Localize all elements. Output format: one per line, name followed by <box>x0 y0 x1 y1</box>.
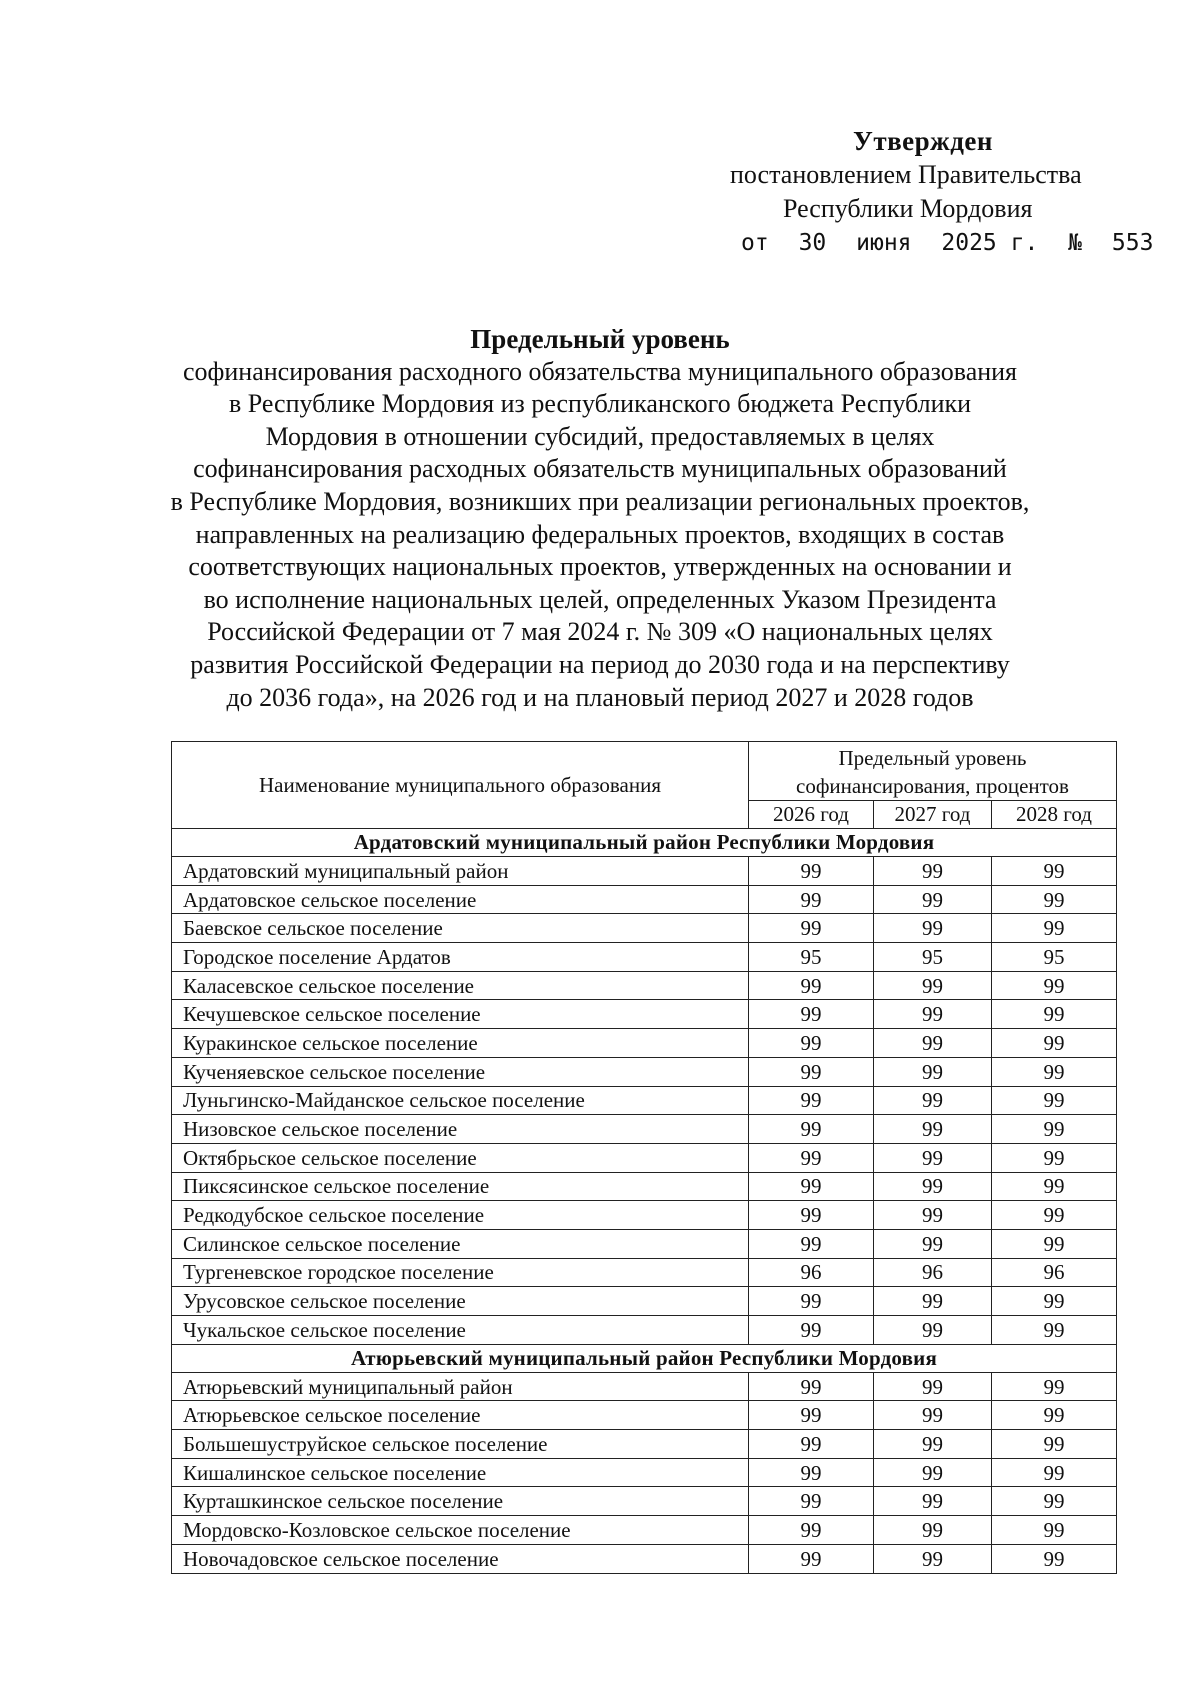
value-2028: 99 <box>992 1487 1117 1516</box>
header-municipality-name: Наименование муниципального образования <box>172 742 749 829</box>
value-2027: 99 <box>874 1458 992 1487</box>
value-2027: 99 <box>874 1086 992 1115</box>
value-2026: 99 <box>749 1316 874 1345</box>
value-2026: 99 <box>749 1057 874 1086</box>
value-2027: 95 <box>874 943 992 972</box>
value-2026: 95 <box>749 943 874 972</box>
header-level-line-2: софинансирования, процентов <box>796 774 1069 798</box>
value-2028: 96 <box>992 1258 1117 1287</box>
value-2027: 99 <box>874 885 992 914</box>
value-2028: 99 <box>992 1458 1117 1487</box>
value-2027: 99 <box>874 1143 992 1172</box>
title-line: соответствующих национальных проектов, утвержденных на основании и <box>188 552 1012 582</box>
municipality-name: Кученяевское сельское поселение <box>172 1057 749 1086</box>
table-row <box>172 1115 1117 1144</box>
municipality-name: Атюрьевский муниципальный район <box>172 1372 749 1401</box>
value-2027: 99 <box>874 1372 992 1401</box>
approval-title: Утвержден <box>853 126 993 156</box>
table-row <box>172 1229 1117 1258</box>
number-prefix: № <box>1068 230 1083 256</box>
value-2026: 99 <box>749 1115 874 1144</box>
title-line: Мордовия в отношении субсидий, предоставляемых в целях <box>265 421 935 451</box>
value-2028: 99 <box>992 857 1117 886</box>
value-2026: 99 <box>749 1029 874 1058</box>
municipality-name: Низовское сельское поселение <box>172 1115 749 1144</box>
table-row <box>172 971 1117 1000</box>
value-2027: 99 <box>874 1487 992 1516</box>
title-line: софинансирования расходного обязательства муниципального образования <box>182 356 1018 386</box>
header-cofinancing-level <box>749 742 1117 801</box>
approval-line-2: Республики Мордовия <box>783 194 1033 223</box>
title-line: в Республике Мордовия, возникших при реализации региональных проектов, <box>170 486 1030 516</box>
value-2026: 99 <box>749 1401 874 1430</box>
municipality-name: Мордовско-Козловское сельское поселение <box>172 1516 749 1545</box>
municipality-name: Баевское сельское поселение <box>172 914 749 943</box>
table-row <box>172 1458 1117 1487</box>
date-prefix: от <box>741 230 769 256</box>
value-2028: 99 <box>992 971 1117 1000</box>
municipality-name: Кечушевское сельское поселение <box>172 1000 749 1029</box>
municipality-name: Каласевское сельское поселение <box>172 971 749 1000</box>
date-day: 30 <box>798 230 827 256</box>
value-2026: 99 <box>749 914 874 943</box>
header-year-2027: 2027 год <box>874 801 992 829</box>
municipality-name: Кишалинское сельское поселение <box>172 1458 749 1487</box>
approval-date-number <box>741 226 1169 260</box>
table-row <box>172 1544 1117 1573</box>
table-row <box>172 1372 1117 1401</box>
value-2026: 99 <box>749 1458 874 1487</box>
value-2026: 99 <box>749 1086 874 1115</box>
table-row <box>172 1029 1117 1058</box>
header-level-line-1: Предельный уровень <box>838 746 1027 770</box>
table-row <box>172 1516 1117 1545</box>
municipality-name: Курташкинское сельское поселение <box>172 1487 749 1516</box>
value-2027: 99 <box>874 1516 992 1545</box>
value-2026: 99 <box>749 1172 874 1201</box>
municipality-name: Городское поселение Ардатов <box>172 943 749 972</box>
date-year: 2025 г. <box>941 230 1039 256</box>
value-2026: 99 <box>749 1516 874 1545</box>
table-row <box>172 1401 1117 1430</box>
value-2026: 99 <box>749 885 874 914</box>
municipality-name: Редкодубское сельское поселение <box>172 1201 749 1230</box>
value-2027: 99 <box>874 857 992 886</box>
document-title <box>150 323 1050 714</box>
value-2027: 99 <box>874 1115 992 1144</box>
value-2027: 99 <box>874 1172 992 1201</box>
table-row <box>172 1287 1117 1316</box>
value-2028: 99 <box>992 1316 1117 1345</box>
title-line: во исполнение национальных целей, определенных Указом Президента <box>203 584 997 614</box>
municipality-name: Октябрьское сельское поселение <box>172 1143 749 1172</box>
title-line: Российской Федерации от 7 мая 2024 г. № 309 «О национальных целях <box>207 617 993 647</box>
value-2028: 99 <box>992 1000 1117 1029</box>
municipality-name: Ардатовский муниципальный район <box>172 857 749 886</box>
table-row <box>172 1487 1117 1516</box>
municipality-name: Луньгинско-Майданское сельское поселение <box>172 1086 749 1115</box>
value-2026: 99 <box>749 971 874 1000</box>
date-month: июня <box>856 230 912 256</box>
value-2026: 96 <box>749 1258 874 1287</box>
value-2026: 99 <box>749 1000 874 1029</box>
value-2028: 99 <box>992 1372 1117 1401</box>
value-2028: 99 <box>992 1057 1117 1086</box>
value-2027: 99 <box>874 1000 992 1029</box>
value-2026: 99 <box>749 1287 874 1316</box>
value-2027: 99 <box>874 1287 992 1316</box>
value-2027: 99 <box>874 1201 992 1230</box>
document-heading: Предельный уровень <box>470 324 730 354</box>
value-2028: 99 <box>992 1115 1117 1144</box>
value-2026: 99 <box>749 1544 874 1573</box>
table-row <box>172 1201 1117 1230</box>
value-2026: 99 <box>749 1201 874 1230</box>
title-line: в Республике Мордовия из республиканского бюджета Республики <box>228 389 972 419</box>
value-2026: 99 <box>749 1487 874 1516</box>
table-row <box>172 1172 1117 1201</box>
municipality-name: Большешуструйское сельское поселение <box>172 1430 749 1459</box>
municipality-name: Куракинское сельское поселение <box>172 1029 749 1058</box>
value-2027: 99 <box>874 1229 992 1258</box>
value-2026: 99 <box>749 1430 874 1459</box>
value-2027: 96 <box>874 1258 992 1287</box>
value-2027: 99 <box>874 1401 992 1430</box>
table-row <box>172 1086 1117 1115</box>
group-title: Ардатовский муниципальный район Республики Мордовия <box>172 829 1117 857</box>
value-2028: 99 <box>992 1172 1117 1201</box>
header-year-2026: 2026 год <box>749 801 874 829</box>
municipality-name: Урусовское сельское поселение <box>172 1287 749 1316</box>
value-2027: 99 <box>874 1029 992 1058</box>
municipality-name: Тургеневское городское поселение <box>172 1258 749 1287</box>
value-2026: 99 <box>749 1143 874 1172</box>
value-2028: 99 <box>992 885 1117 914</box>
table-row <box>172 1316 1117 1345</box>
title-line: направленных на реализацию федеральных проектов, входящих в состав <box>195 519 1005 549</box>
municipality-name: Новочадовское сельское поселение <box>172 1544 749 1573</box>
title-line: до 2036 года», на 2026 год и на плановый период 2027 и 2028 годов <box>226 682 974 712</box>
title-line: софинансирования расходных обязательств муниципальных образований <box>193 454 1007 484</box>
table-row <box>172 914 1117 943</box>
value-2028: 99 <box>992 1143 1117 1172</box>
header-year-2028: 2028 год <box>992 801 1117 829</box>
value-2028: 99 <box>992 1287 1117 1316</box>
value-2028: 99 <box>992 914 1117 943</box>
value-2027: 99 <box>874 914 992 943</box>
value-2028: 99 <box>992 1201 1117 1230</box>
table-row <box>172 857 1117 886</box>
municipality-name: Ардатовское сельское поселение <box>172 885 749 914</box>
document-number: 553 <box>1111 230 1154 256</box>
table-row <box>172 1430 1117 1459</box>
municipality-name: Силинское сельское поселение <box>172 1229 749 1258</box>
table-row <box>172 1143 1117 1172</box>
group-row <box>172 829 1117 857</box>
table-row <box>172 1000 1117 1029</box>
value-2026: 99 <box>749 857 874 886</box>
municipality-name: Пиксясинское сельское поселение <box>172 1172 749 1201</box>
value-2028: 99 <box>992 1029 1117 1058</box>
value-2027: 99 <box>874 1544 992 1573</box>
table-row <box>172 885 1117 914</box>
table-row <box>172 1258 1117 1287</box>
value-2028: 99 <box>992 1086 1117 1115</box>
approval-line-1: постановлением Правительства <box>730 160 1082 189</box>
value-2027: 99 <box>874 1057 992 1086</box>
cofinancing-table <box>171 741 1117 1574</box>
value-2026: 99 <box>749 1229 874 1258</box>
value-2027: 99 <box>874 1430 992 1459</box>
value-2028: 99 <box>992 1401 1117 1430</box>
table-body <box>172 829 1117 1574</box>
municipality-name: Чукальское сельское поселение <box>172 1316 749 1345</box>
group-row <box>172 1344 1117 1372</box>
title-line: развития Российской Федерации на период до 2030 года и на перспективу <box>190 649 1010 679</box>
value-2028: 99 <box>992 1516 1117 1545</box>
municipality-name: Атюрьевское сельское поселение <box>172 1401 749 1430</box>
group-title: Атюрьевский муниципальный район Республики Мордовия <box>172 1344 1117 1372</box>
value-2027: 99 <box>874 1316 992 1345</box>
table-row <box>172 943 1117 972</box>
value-2028: 95 <box>992 943 1117 972</box>
value-2026: 99 <box>749 1372 874 1401</box>
value-2028: 99 <box>992 1544 1117 1573</box>
value-2028: 99 <box>992 1430 1117 1459</box>
table-row <box>172 1057 1117 1086</box>
value-2027: 99 <box>874 971 992 1000</box>
value-2028: 99 <box>992 1229 1117 1258</box>
